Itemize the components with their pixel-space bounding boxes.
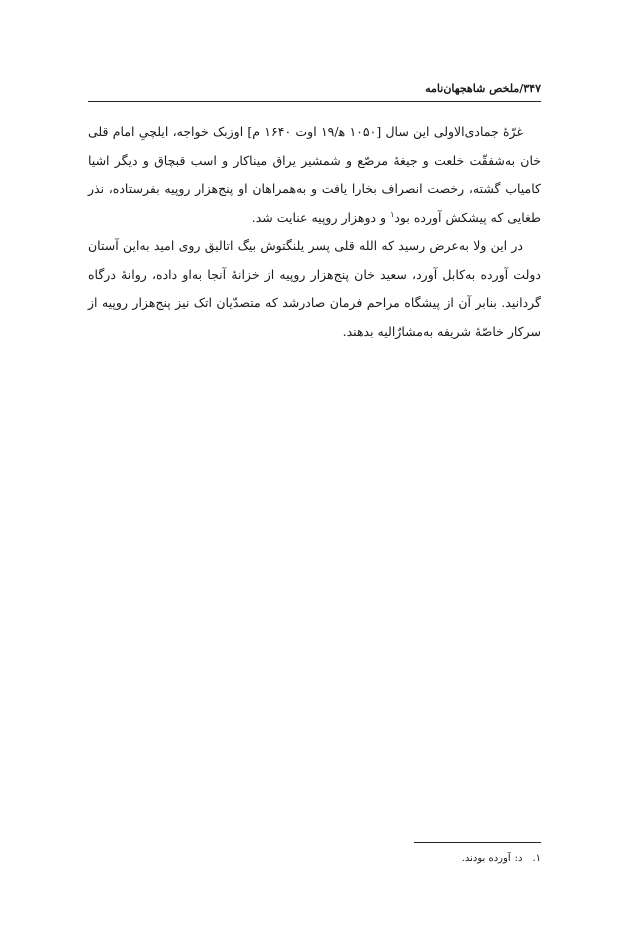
header-rule — [88, 101, 541, 102]
running-header: ۳۴۷/ملخص شاهجهان‌نامه — [425, 82, 541, 95]
paragraph-2 — [88, 232, 541, 346]
footnote-reference[interactable]: ۱ — [390, 209, 395, 219]
footnote-number: ۱. — [532, 853, 541, 864]
footnote-text: آورده بودند. — [461, 853, 511, 864]
paragraph-1-text: غرّهٔ جمادی‌الاولی این سال [۱۰۵۰ ه‍/۱۹ اوت ۱۶۴۰ م] اوزبک خواجه، ایلچیِ امام قلی خان به‌شفقّت خلعت و جیغهٔ مرصّع و شمشیر یراق میناکار و اسب قبچاق و دیگر اشیا کامیاب گشته، رخصت انصراف بخارا یافت و به‌همراهان او پنج‌هزار روپیه بفرستاده، نذر طغایی که پیشکش آورده بود — [88, 124, 541, 225]
paragraph-1-text-after: و دوهزار روپیه عنایت شد. — [251, 209, 391, 225]
footnote-source: د: — [514, 853, 523, 864]
footnote-rule — [414, 842, 541, 843]
paragraph-1 — [88, 118, 541, 232]
paragraph-2-text: در این ولا به‌عرض رسید که الله قلی پسر یلنگتوش بیگ اتالیق روی امید به‌این آستان دولت آورده به‌کابل آورد، سعید خان پنج‌هزار روپیه از خزانهٔ آنجا به‌او داده، روانهٔ درگاه گردانید. بنابر آن از پیشگاه مراحم فرمان صادرشد که متصدّیان اتک نیز پنج‌هزار روپیه از سرکار خاصّهٔ شریفه به‌مشارٌالیه بدهند. — [88, 238, 541, 339]
footnote — [300, 851, 541, 867]
body-text — [88, 118, 541, 346]
